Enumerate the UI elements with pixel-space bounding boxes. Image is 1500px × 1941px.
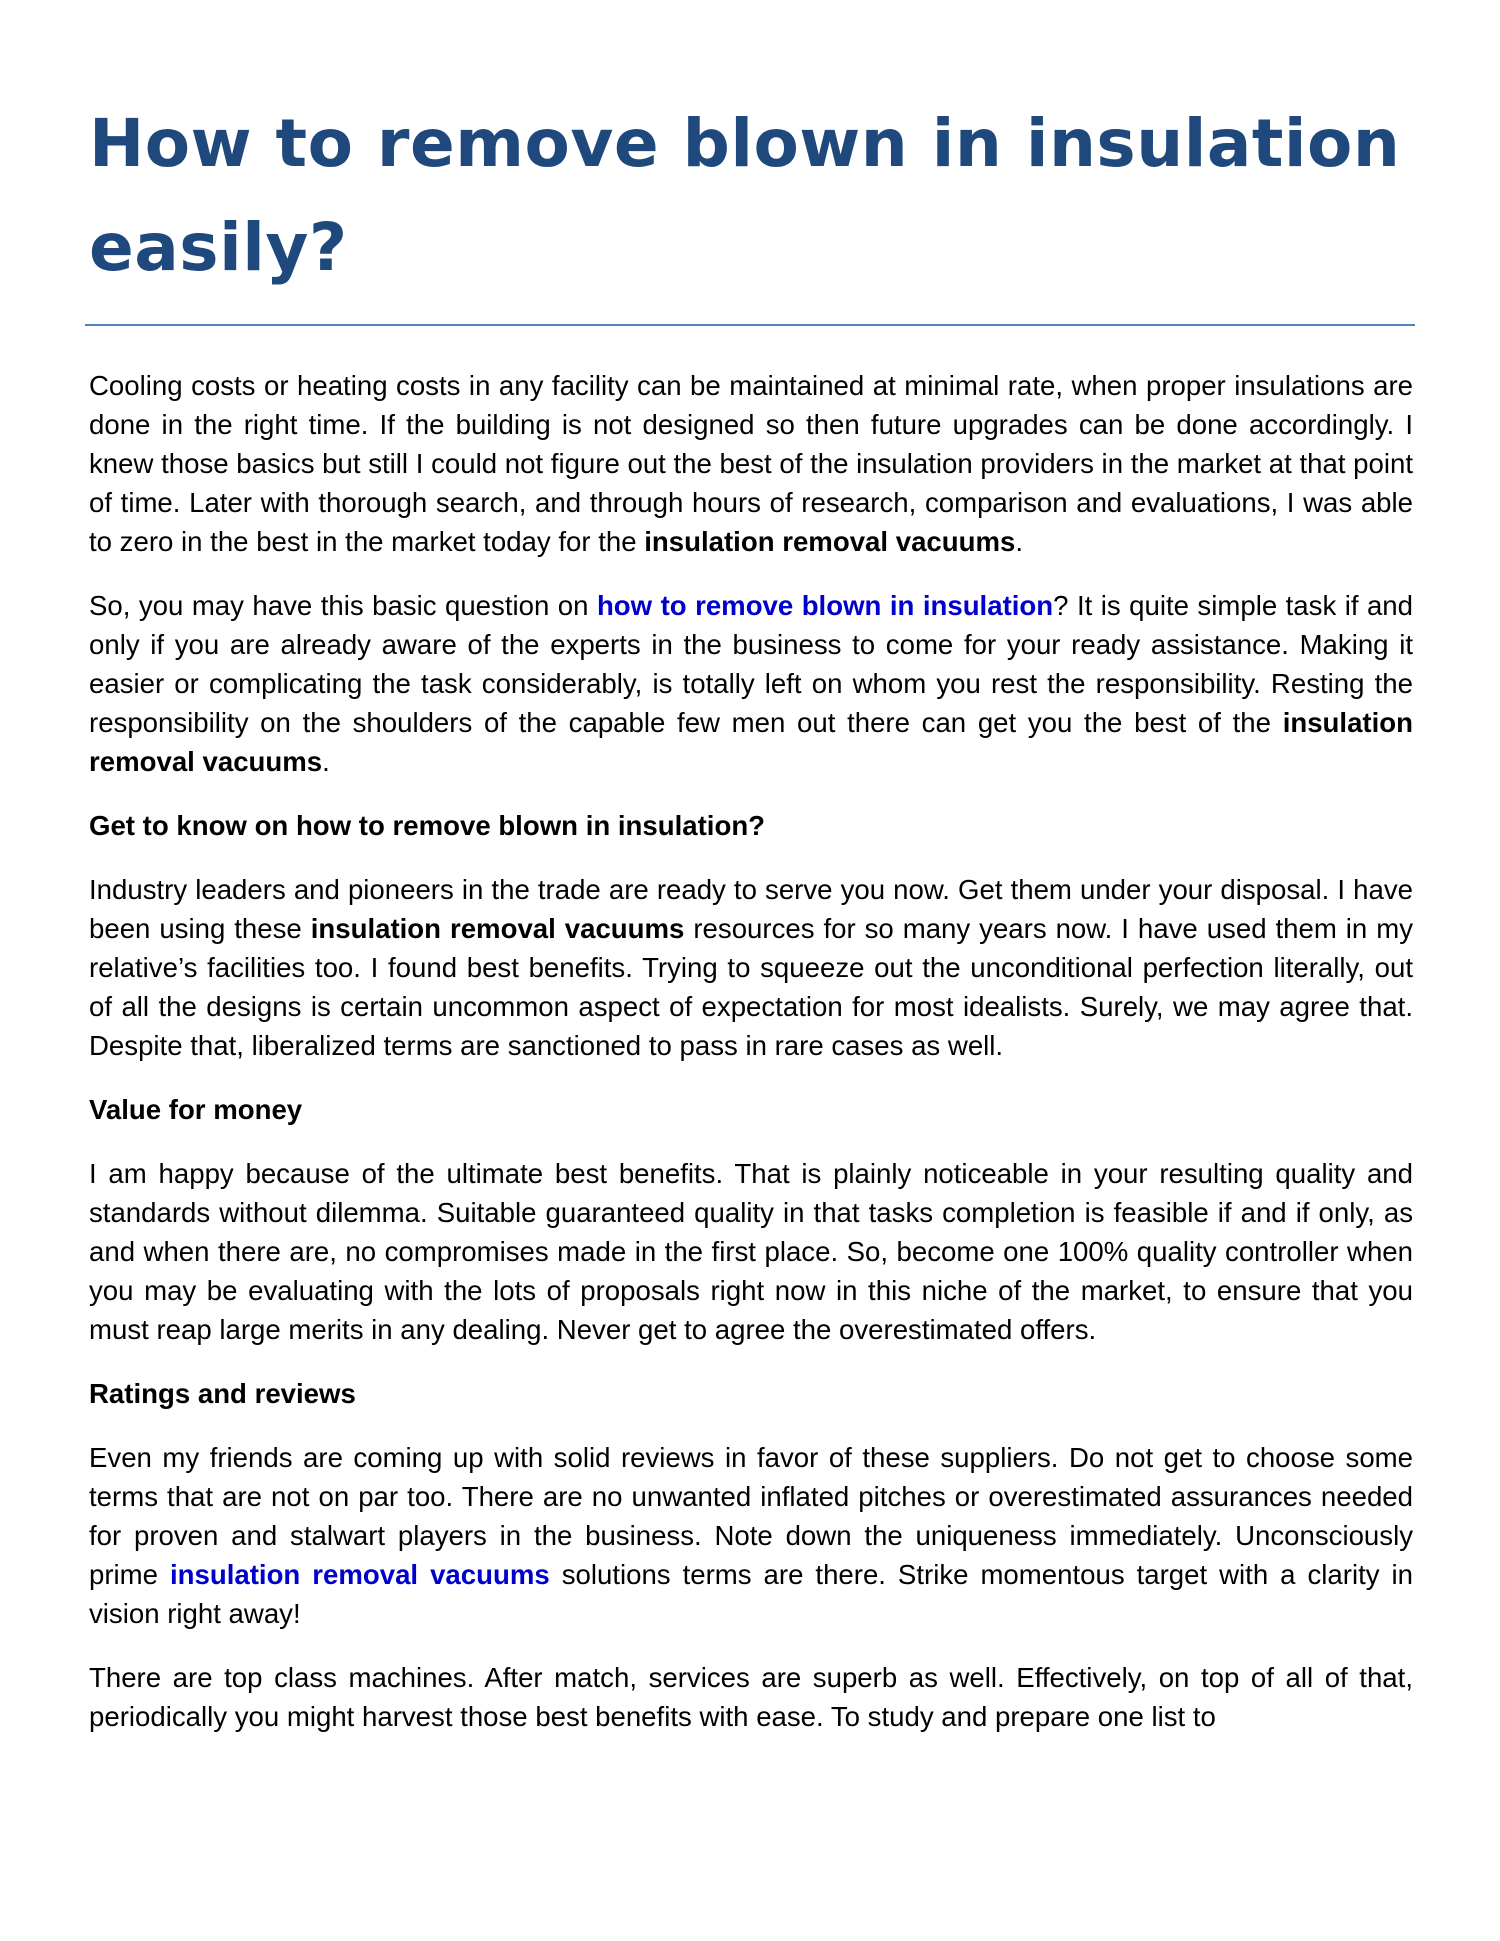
bold-phrase: insulation removal vacuums [644,526,1016,557]
title-divider [85,324,1415,326]
paragraph-value: I am happy because of the ultimate best benefits. That is plainly noticeable in your resulting quality and standards without dilemma. Suitable guaranteed quality in that tasks completion is feasible if and if only, as and when there are, no compromises made in the first place. So, become one 100% quality controller when you may be evaluating with the lots of proposals right now in this niche of the market, to ensure that you must reap large merits in any dealing. Never get to agree the overestimated offers. [89,1158,1413,1345]
paragraph-machines: There are top class machines. After match, services are superb as well. Effectively, on top of all of that, periodically you might harvest those best benefits with ease. To study and prepare one list to [89,1662,1413,1732]
bold-phrase: insulation removal vacuums [89,707,1413,777]
section-heading-value-for-money: Value for money [89,1094,303,1125]
article-body [89,366,1413,1736]
page-title: How to remove blown in insulation easily? [89,105,1401,286]
paragraph-industry-leaders: Industry leaders and pioneers in the trade are ready to serve you now. Get them under your disposal. I have been using these insulation removal vacuums resources for so many years now. I have used them in my relative’s facilities too. I found best benefits. Trying to squeeze out the unconditional perfection literally, out of all the designs is certain uncommon aspect of expectation for most idealists. Surely, we may agree that. Despite that, liberalized terms are sanctioned to pass in rare cases as well. [89,874,1413,1061]
link-insulation-removal-vacuums[interactable]: insulation removal vacuums [169,1559,550,1590]
section-heading-ratings-reviews: Ratings and reviews [89,1378,356,1409]
link-how-to-remove-blown-in-insulation[interactable]: how to remove blown in insulation [596,590,1054,621]
paragraph-intro: Cooling costs or heating costs in any facility can be maintained at minimal rate, when proper insulations are done in the right time. If the building is not designed so then future upgrades can be done accordingly. I knew those basics but still I could not figure out the best of the insulation providers in the market at that point of time. Later with thorough search, and through hours of research, comparison and evaluations, I was able to zero in the best in the market today for the insulation removal vacuums. [89,370,1413,557]
section-heading-get-to-know: Get to know on how to remove blown in insulation? [89,810,766,841]
paragraph-reviews: Even my friends are coming up with solid reviews in favor of these suppliers. Do not get to choose some terms that are not on par too. There are no unwanted inflated pitches or overestimated assurances needed for proven and stalwart players in the business. Note down the uniqueness immediately. Unconsciously prime insulation removal vacuums solutions terms are there. Strike momentous target with a clarity in vision right away! [89,1442,1414,1629]
bold-phrase: insulation removal vacuums [310,913,685,944]
document-page [89,92,1413,1761]
paragraph-question: So, you may have this basic question on how to remove blown in insulation? It is quite simple task if and only if you are already aware of the experts in the business to come for your ready assistance. Making it easier or complicating the task considerably, is totally left on whom you rest the responsibility. Resting the responsibility on the shoulders of the capable few men out there can get you the best of the insulation removal vacuums. [89,590,1413,777]
